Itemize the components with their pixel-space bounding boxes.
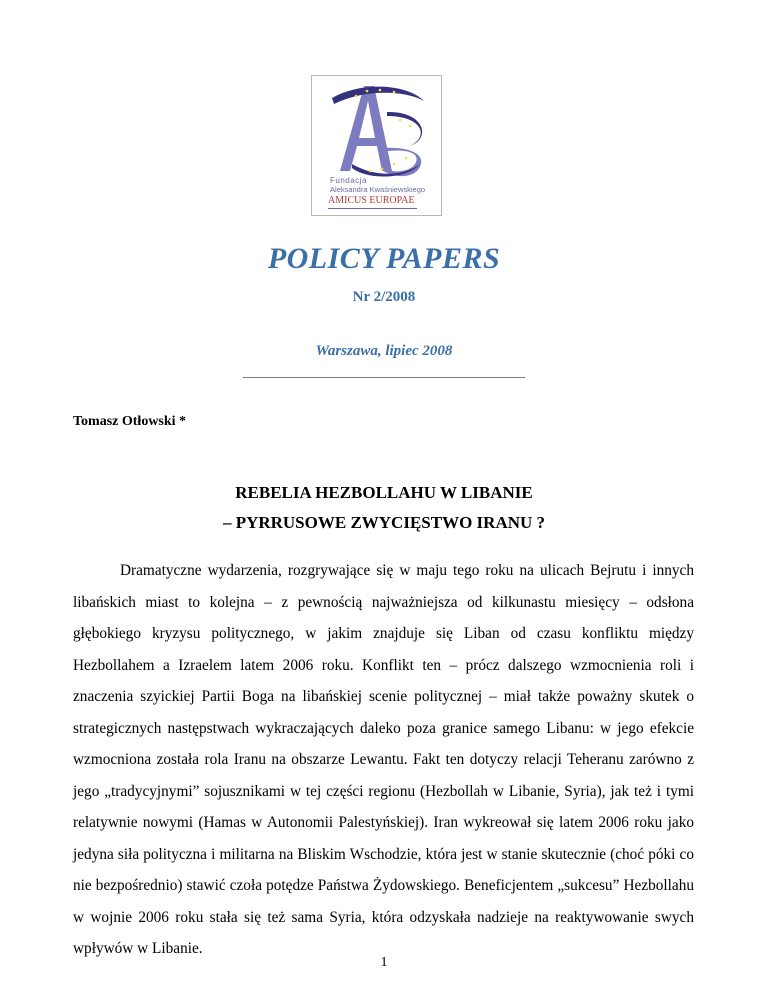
author-name: Tomasz Otłowski * — [73, 414, 187, 429]
issue-number: Nr 2/2008 — [352, 289, 416, 305]
logo-text-name: Aleksandra Kwaśniewskiego — [330, 185, 426, 194]
logo-text-amicus: AMICUS EUROPAE — [328, 195, 415, 206]
logo-letter-a-shape — [340, 86, 392, 171]
article-heading-line1: REBELIA HEZBOLLAHU W LIBANIE — [235, 483, 533, 502]
logo-swoosh-top — [332, 87, 424, 104]
logo-underline — [328, 208, 417, 209]
article-paragraph: Dramatyczne wydarzenia, rozgrywające się w maju tego roku na ulicach Bejrutu i innych libańskich miast to kolejna – z pewnością najważniejsza od kilkunastu miesięcy – odsłona głębokiego kryzysu politycznego, w jakim znajduje się Liban od czasu konfliktu między Hezbollahem a Izraelem latem 2006 roku. Konflikt ten – prócz dalszego wzmocnienia roli i znaczenia szyickiej Partii Boga na libańskiej scenie politycznej – miał także poważny skutek o strategicznych następstwach wykraczających daleko poza granice samego Libanu: w jego efekcie wzmocniona została rola Iranu na obszarze Lewantu. Fakt ten dotyczy relacji Teheranu zarówno z jego „tradycyjnymi” sojusznikami w tej części regionu (Hezbollah w Libanie, Syria), jak też i tymi relatywnie nowymi (Hamas w Autonomii Palestyńskiej). Iran wykreował się latem 2006 roku jako jedyna siła polityczna i militarna na Bliskim Wschodzie, która jest w stanie skutecznie (choć póki co nie bezpośrednio) stawić czoła potędze Państwa Żydowskiego. Beneficjentem „sukcesu” Hezbollahu w wojnie 2006 roku stała się też sama Syria, która odzyskała nadzieje na reaktywowanie swych wpływów w Libanie. — [73, 562, 694, 957]
divider — [243, 377, 525, 378]
article-heading-line2: – PYRRUSOWE ZWYCIĘSTWO IRANU ? — [222, 513, 546, 532]
logo-text-fundacja: Fundacja — [330, 176, 367, 185]
series-title: POLICY PAPERS — [267, 242, 501, 275]
place-date: Warszawa, lipiec 2008 — [315, 343, 453, 359]
page-number: 1 — [380, 955, 388, 970]
logo-swoosh-mid — [387, 112, 422, 146]
